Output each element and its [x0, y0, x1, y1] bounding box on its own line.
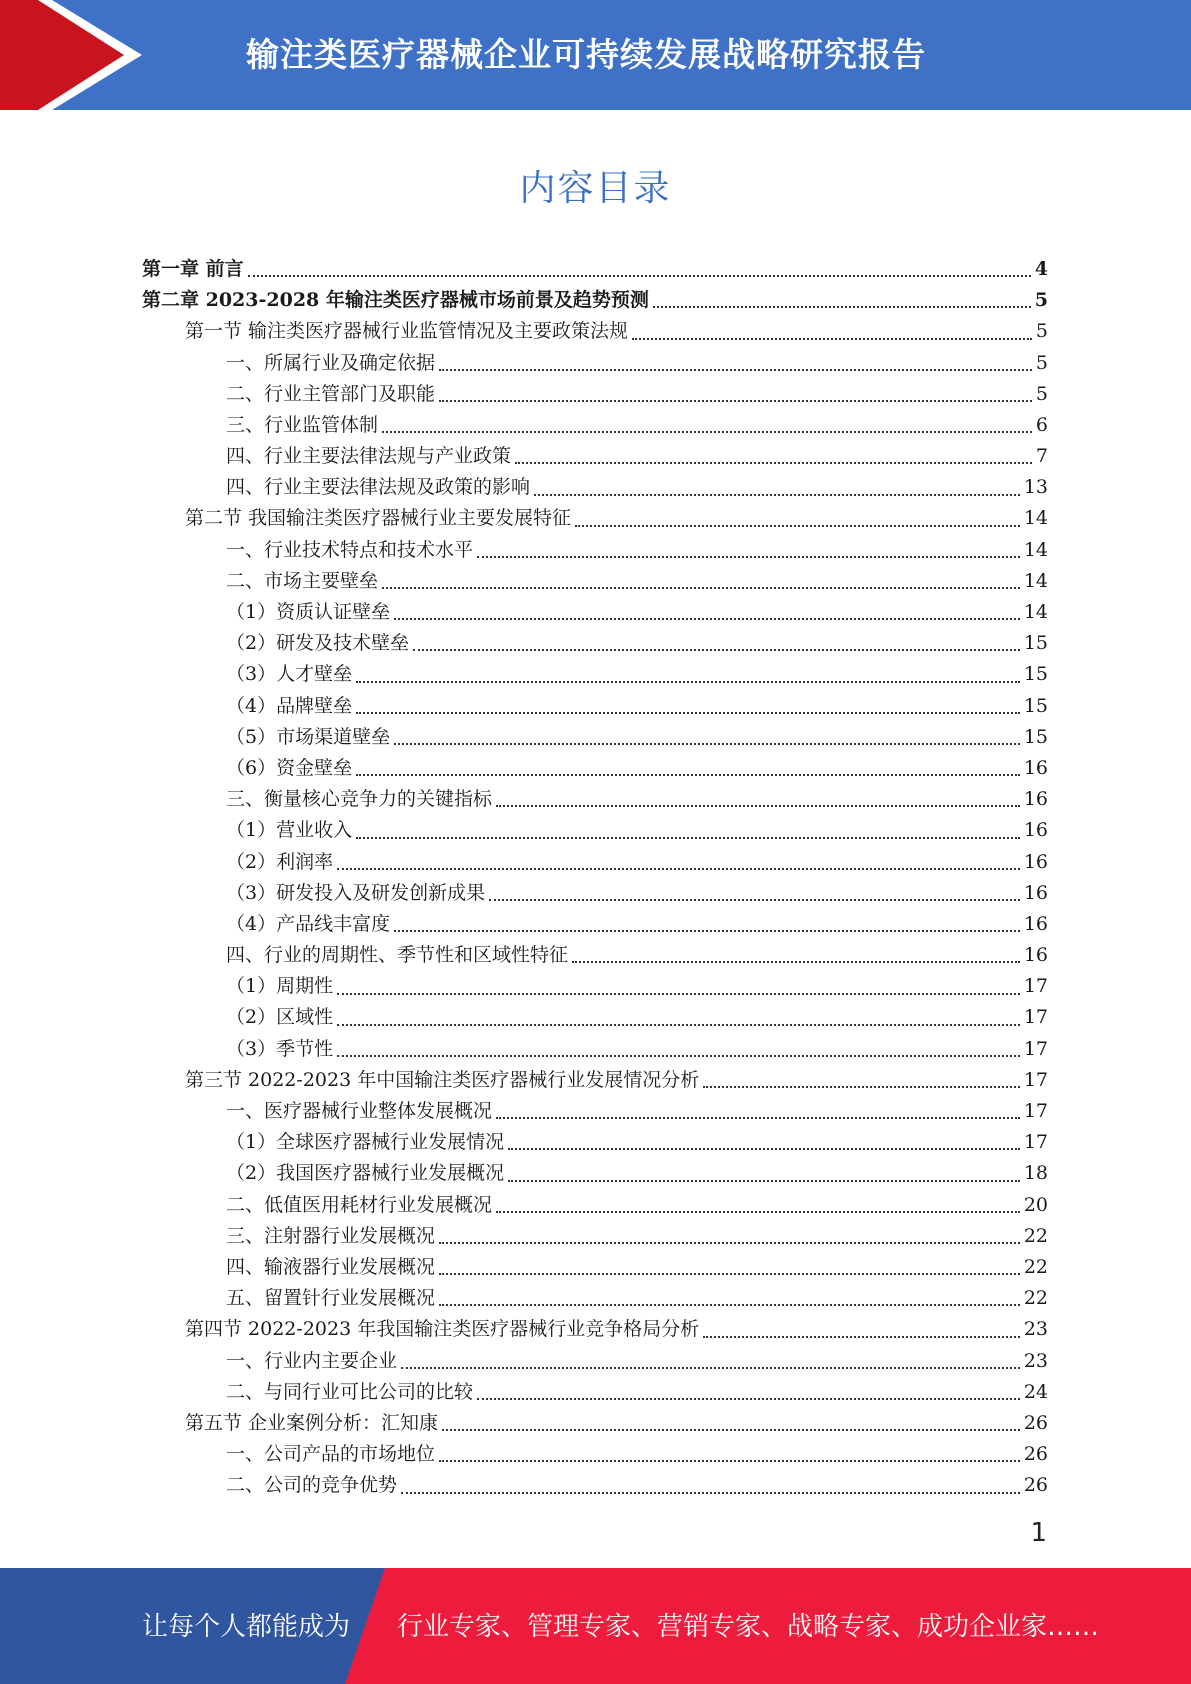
toc-dot-leader [442, 1422, 1020, 1431]
toc-entry-title: 二、行业主管部门及职能 [226, 382, 436, 405]
toc-dot-leader [496, 1110, 1020, 1119]
toc-entry-page: 15 [1023, 694, 1048, 717]
toc-dot-leader [356, 767, 1020, 776]
toc-entry-page: 5 [1035, 320, 1048, 343]
toc-entry-page: 22 [1023, 1287, 1048, 1310]
toc-entry-title: 二、低值医用耗材行业发展概况 [226, 1193, 493, 1216]
toc-entry-title: （6）资金壁垒 [226, 756, 353, 779]
toc-entry-page: 14 [1023, 507, 1048, 530]
toc-entry-title: 第五节 企业案例分析：汇知康 [185, 1411, 439, 1434]
chevron-logo-icon [0, 0, 160, 110]
toc-dot-leader [337, 1017, 1020, 1026]
toc-entry-title: 一、公司产品的市场地位 [226, 1443, 436, 1466]
toc-dot-leader [515, 455, 1032, 464]
toc-entry[interactable] [142, 1127, 1048, 1158]
toc-dot-leader [575, 518, 1020, 527]
toc-entry[interactable] [142, 659, 1048, 690]
toc-entry[interactable] [142, 348, 1048, 379]
toc-entry-title: 四、输液器行业发展概况 [226, 1255, 436, 1278]
toc-entry[interactable] [142, 254, 1048, 285]
toc-entry[interactable] [142, 1470, 1048, 1501]
toc-entry-title: 四、行业主要法律法规及政策的影响 [226, 476, 531, 499]
toc-dot-leader [394, 923, 1020, 932]
toc-entry[interactable] [142, 1377, 1048, 1408]
toc-dot-leader [356, 674, 1020, 683]
footer-band [0, 1568, 1191, 1684]
toc-entry-title: （1）营业收入 [226, 819, 353, 842]
toc-dot-leader [534, 487, 1020, 496]
toc-dot-leader [477, 1391, 1020, 1400]
toc-entry[interactable] [142, 909, 1048, 940]
toc-entry[interactable] [142, 847, 1048, 878]
toc-dot-leader [394, 736, 1020, 745]
toc-entry-title: （2）我国医疗器械行业发展概况 [226, 1162, 505, 1185]
toc-entry-title: （2）研发及技术壁垒 [226, 632, 410, 655]
toc-dot-leader [337, 1048, 1020, 1057]
toc-entry-page: 5 [1034, 289, 1048, 312]
toc-entry[interactable] [142, 410, 1048, 441]
toc-dot-leader [382, 424, 1032, 433]
toc-dot-leader [356, 705, 1020, 714]
toc-entry-title: 四、行业主要法律法规与产业政策 [226, 445, 512, 468]
toc-entry-title: 四、行业的周期性、季节性和区域性特征 [226, 944, 569, 967]
toc-dot-leader [489, 892, 1020, 901]
toc-entry-title: （1）全球医疗器械行业发展情况 [226, 1131, 505, 1154]
toc-dot-leader [703, 1079, 1020, 1088]
toc-entry[interactable] [142, 472, 1048, 503]
toc-entry[interactable] [142, 1439, 1048, 1470]
toc-dot-leader [439, 1297, 1020, 1306]
toc-entry[interactable] [142, 815, 1048, 846]
toc-dot-leader [653, 299, 1031, 308]
toc-entry[interactable] [142, 722, 1048, 753]
toc-entry-title: （2）利润率 [226, 850, 334, 873]
toc-entry-title: 第一节 输注类医疗器械行业监管情况及主要政策法规 [185, 320, 629, 343]
toc-entry-title: 一、医疗器械行业整体发展概况 [226, 1100, 493, 1123]
page-number: 1 [1030, 1518, 1047, 1548]
toc-entry-page: 22 [1023, 1255, 1048, 1278]
toc-dot-leader [337, 986, 1020, 995]
toc-entry[interactable] [142, 1346, 1048, 1377]
toc-dot-leader [382, 580, 1020, 589]
toc-entry-page: 7 [1035, 445, 1048, 468]
toc-entry-title: 一、行业内主要企业 [226, 1349, 398, 1372]
toc-entry-title: 三、行业监管体制 [226, 413, 379, 436]
toc-entry[interactable] [142, 940, 1048, 971]
toc-entry-page: 17 [1023, 1037, 1048, 1060]
toc-dot-leader [439, 1266, 1020, 1275]
toc-entry-page: 16 [1023, 819, 1048, 842]
toc-dot-leader [496, 798, 1020, 807]
toc-entry-page: 15 [1023, 663, 1048, 686]
toc-entry-title: 第一章 前言 [142, 257, 244, 280]
toc-entry-page: 5 [1035, 382, 1048, 405]
toc-entry[interactable] [142, 878, 1048, 909]
toc-entry-page: 17 [1023, 975, 1048, 998]
toc-dot-leader [439, 1235, 1020, 1244]
toc-entry-page: 16 [1023, 912, 1048, 935]
toc-entry[interactable] [142, 379, 1048, 410]
toc-entry-page: 22 [1023, 1224, 1048, 1247]
toc-title: 内容目录 [519, 168, 672, 209]
toc-dot-leader [703, 1329, 1020, 1338]
toc-entry-title: 二、公司的竞争优势 [226, 1474, 398, 1497]
toc-entry-page: 13 [1023, 476, 1048, 499]
toc-entry-title: （3）季节性 [226, 1037, 334, 1060]
toc-entry-page: 20 [1023, 1193, 1048, 1216]
toc-entry-title: 三、注射器行业发展概况 [226, 1224, 436, 1247]
toc-entry-title: 第三节 2022-2023 年中国输注类医疗器械行业发展情况分析 [185, 1068, 700, 1091]
toc-entry-title: （1）资质认证壁垒 [226, 601, 391, 624]
toc-entry-title: （3）研发投入及研发创新成果 [226, 881, 486, 904]
toc-entry-page: 17 [1023, 1131, 1048, 1154]
toc-entry[interactable] [142, 566, 1048, 597]
toc-entry-title: 第四节 2022-2023 年我国输注类医疗器械行业竞争格局分析 [185, 1318, 700, 1341]
toc-dot-leader [439, 393, 1032, 402]
footer-slogan-right: 行业专家、管理专家、营销专家、战略专家、成功企业家…… [397, 1612, 1100, 1642]
toc-entry[interactable] [142, 1252, 1048, 1283]
toc-entry[interactable] [142, 971, 1048, 1002]
toc-entry-page: 26 [1023, 1474, 1048, 1497]
toc-entry[interactable] [142, 597, 1048, 628]
toc-entry[interactable] [142, 1158, 1048, 1189]
report-title: 输注类医疗器械企业可持续发展战略研究报告 [246, 35, 926, 74]
toc-dot-leader [439, 362, 1032, 371]
toc-entry[interactable] [142, 1034, 1048, 1065]
toc-entry-page: 16 [1023, 850, 1048, 873]
toc-dot-leader [356, 830, 1020, 839]
toc-entry-title: （4）品牌壁垒 [226, 694, 353, 717]
toc-entry[interactable] [142, 316, 1048, 347]
toc-entry-page: 5 [1035, 351, 1048, 374]
toc-entry[interactable] [142, 1283, 1048, 1314]
toc-entry-title: 第二节 我国输注类医疗器械行业主要发展特征 [185, 507, 572, 530]
toc-entry-page: 4 [1034, 257, 1048, 280]
toc-entry-title: 三、衡量核心竞争力的关键指标 [226, 788, 493, 811]
toc-entry-page: 26 [1023, 1411, 1048, 1434]
toc-entry[interactable] [142, 535, 1048, 566]
toc-entry-title: （2）区域性 [226, 1006, 334, 1029]
toc-dot-leader [632, 331, 1032, 340]
toc-entry-title: 一、所属行业及确定依据 [226, 351, 436, 374]
toc-entry[interactable] [142, 1190, 1048, 1221]
toc-entry-page: 18 [1023, 1162, 1048, 1185]
table-of-contents [142, 254, 1048, 1502]
toc-dot-leader [394, 611, 1020, 620]
toc-entry-page: 14 [1023, 538, 1048, 561]
toc-entry-page: 23 [1023, 1318, 1048, 1341]
toc-entry-page: 17 [1023, 1006, 1048, 1029]
toc-entry-page: 17 [1023, 1100, 1048, 1123]
toc-dot-leader [337, 861, 1020, 870]
toc-dot-leader [413, 642, 1020, 651]
footer-slogan-left: 让每个人都能成为 [142, 1612, 351, 1642]
toc-entry-title: （1）周期性 [226, 975, 334, 998]
toc-entry-title: （5）市场渠道壁垒 [226, 725, 391, 748]
toc-entry[interactable] [142, 441, 1048, 472]
toc-entry[interactable] [142, 753, 1048, 784]
toc-entry-page: 6 [1035, 413, 1048, 436]
toc-dot-leader [439, 1453, 1020, 1462]
toc-entry[interactable] [142, 1314, 1048, 1345]
toc-entry-title: 一、行业技术特点和技术水平 [226, 538, 474, 561]
toc-entry[interactable] [142, 1408, 1048, 1439]
toc-entry[interactable] [142, 1003, 1048, 1034]
toc-entry[interactable] [142, 1096, 1048, 1127]
toc-entry-page: 17 [1023, 1068, 1048, 1091]
toc-entry[interactable] [142, 784, 1048, 815]
header-band [0, 0, 1191, 110]
toc-dot-leader [477, 549, 1020, 558]
toc-entry[interactable] [142, 1221, 1048, 1252]
toc-dot-leader [401, 1360, 1020, 1369]
toc-entry[interactable] [142, 285, 1048, 316]
toc-entry-title: 第二章 2023-2028 年输注类医疗器械市场前景及趋势预测 [142, 289, 649, 312]
toc-entry[interactable] [142, 1065, 1048, 1096]
toc-entry-page: 24 [1023, 1380, 1048, 1403]
toc-dot-leader [572, 954, 1020, 963]
toc-entry-page: 16 [1023, 881, 1048, 904]
toc-entry-title: 二、市场主要壁垒 [226, 569, 379, 592]
toc-entry-title: （3）人才壁垒 [226, 663, 353, 686]
toc-dot-leader [496, 1204, 1020, 1213]
toc-entry-page: 14 [1023, 569, 1048, 592]
toc-entry[interactable] [142, 628, 1048, 659]
toc-entry[interactable] [142, 691, 1048, 722]
toc-entry-page: 15 [1023, 632, 1048, 655]
toc-entry-title: 二、与同行业可比公司的比较 [226, 1380, 474, 1403]
toc-entry-page: 23 [1023, 1349, 1048, 1372]
toc-dot-leader [508, 1141, 1020, 1150]
toc-entry-page: 16 [1023, 944, 1048, 967]
toc-entry-page: 16 [1023, 788, 1048, 811]
toc-entry-title: 五、留置针行业发展概况 [226, 1287, 436, 1310]
toc-dot-leader [401, 1485, 1020, 1494]
toc-entry-page: 16 [1023, 756, 1048, 779]
toc-entry[interactable] [142, 504, 1048, 535]
toc-entry-title: （4）产品线丰富度 [226, 912, 391, 935]
toc-entry-page: 15 [1023, 725, 1048, 748]
toc-dot-leader [248, 268, 1031, 277]
toc-entry-page: 26 [1023, 1443, 1048, 1466]
toc-dot-leader [508, 1173, 1020, 1182]
toc-entry-page: 14 [1023, 601, 1048, 624]
